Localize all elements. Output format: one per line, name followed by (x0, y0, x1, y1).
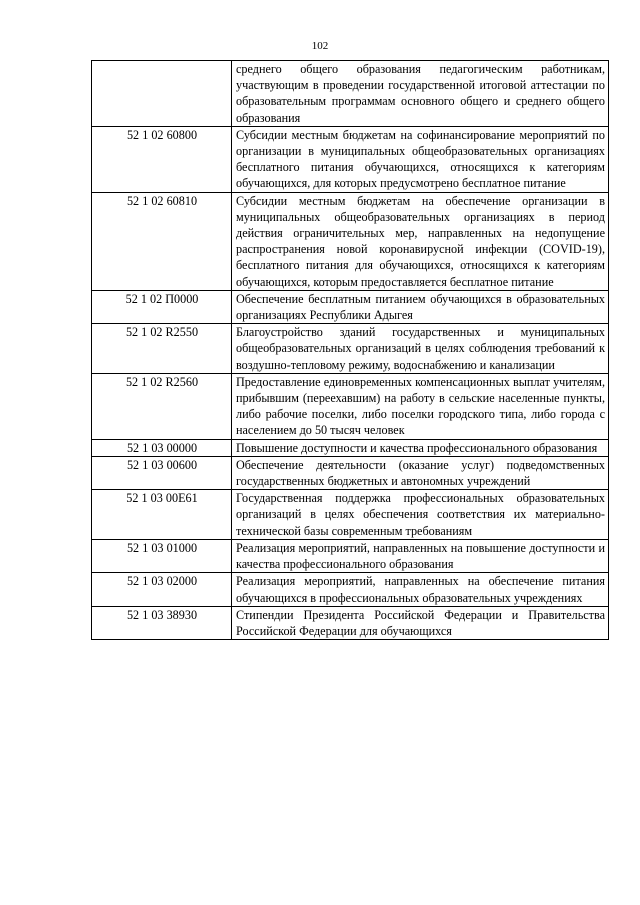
table-row (92, 539, 609, 572)
description-cell: Обеспечение бесплатным питанием обучающихся в образовательных организациях Республики Адыгея (232, 290, 609, 323)
table-row (92, 373, 609, 439)
table-row (92, 61, 609, 127)
table-row (92, 324, 609, 374)
description-cell: Реализация мероприятий, направленных на повышение доступности и качества профессионального образования (232, 539, 609, 572)
table-row (92, 490, 609, 540)
description-cell: Государственная поддержка профессиональных образовательных организаций в целях обеспечения соответствия их материально-технической базы современным требованиям (232, 490, 609, 540)
page-number: 102 (311, 40, 329, 52)
description-cell: Субсидии местным бюджетам на обеспечение организации в муниципальных общеобразовательных организациях в период действия ограничительных мер, направленных на недопущение распространения новой коронавирусной инфекции (COVID-19), бесплатного питания для обучающихся, относящихся к категориям обучающихся, которым предоставляется бесплатное питание (232, 192, 609, 290)
code-cell: 52 1 03 38930 (92, 606, 232, 639)
table-row (92, 439, 609, 456)
description-cell: Повышение доступности и качества профессионального образования (232, 439, 609, 456)
description-cell: Стипендии Президента Российской Федерации и Правительства Российской Федерации для обучающихся (232, 606, 609, 639)
table-row (92, 606, 609, 639)
description-cell: Субсидии местным бюджетам на софинансирование мероприятий по организации в муниципальных общеобразовательных организациях бесплатного питания обучающихся, относящихся к категориям обучающихся, для которых предусмотрено бесплатное питание (232, 126, 609, 192)
description-cell: Обеспечение деятельности (оказание услуг) подведомственных государственных бюджетных и автономных учреждений (232, 456, 609, 489)
code-cell: 52 1 02 60810 (92, 192, 232, 290)
code-cell: 52 1 02 60800 (92, 126, 232, 192)
table-row (92, 456, 609, 489)
table-row (92, 573, 609, 606)
code-cell (92, 61, 232, 127)
code-cell: 52 1 03 00Е61 (92, 490, 232, 540)
budget-classification-table (91, 60, 609, 640)
description-cell: Предоставление единовременных компенсационных выплат учителям, прибывшим (переехавшим) на работу в сельские населенные пункты, либо рабочие поселки, либо поселки городского типа, либо города с населением до 50 тысяч человек (232, 373, 609, 439)
code-cell: 52 1 02 R2550 (92, 324, 232, 374)
code-cell: 52 1 02 R2560 (92, 373, 232, 439)
description-cell: Реализация мероприятий, направленных на обеспечение питания обучающихся в профессиональных образовательных учреждениях (232, 573, 609, 606)
table-row (92, 126, 609, 192)
code-cell: 52 1 03 01000 (92, 539, 232, 572)
table-row (92, 290, 609, 323)
code-cell: 52 1 03 02000 (92, 573, 232, 606)
description-cell: Благоустройство зданий государственных и муниципальных общеобразовательных организаций в целях соблюдения требований к воздушно-тепловому режиму, водоснабжению и канализации (232, 324, 609, 374)
code-cell: 52 1 03 00600 (92, 456, 232, 489)
code-cell: 52 1 02 П0000 (92, 290, 232, 323)
table-row (92, 192, 609, 290)
description-cell: среднего общего образования педагогическим работникам, участвующим в проведении государственной итоговой аттестации по образовательным программам основного общего и среднего общего образования (232, 61, 609, 127)
code-cell: 52 1 03 00000 (92, 439, 232, 456)
